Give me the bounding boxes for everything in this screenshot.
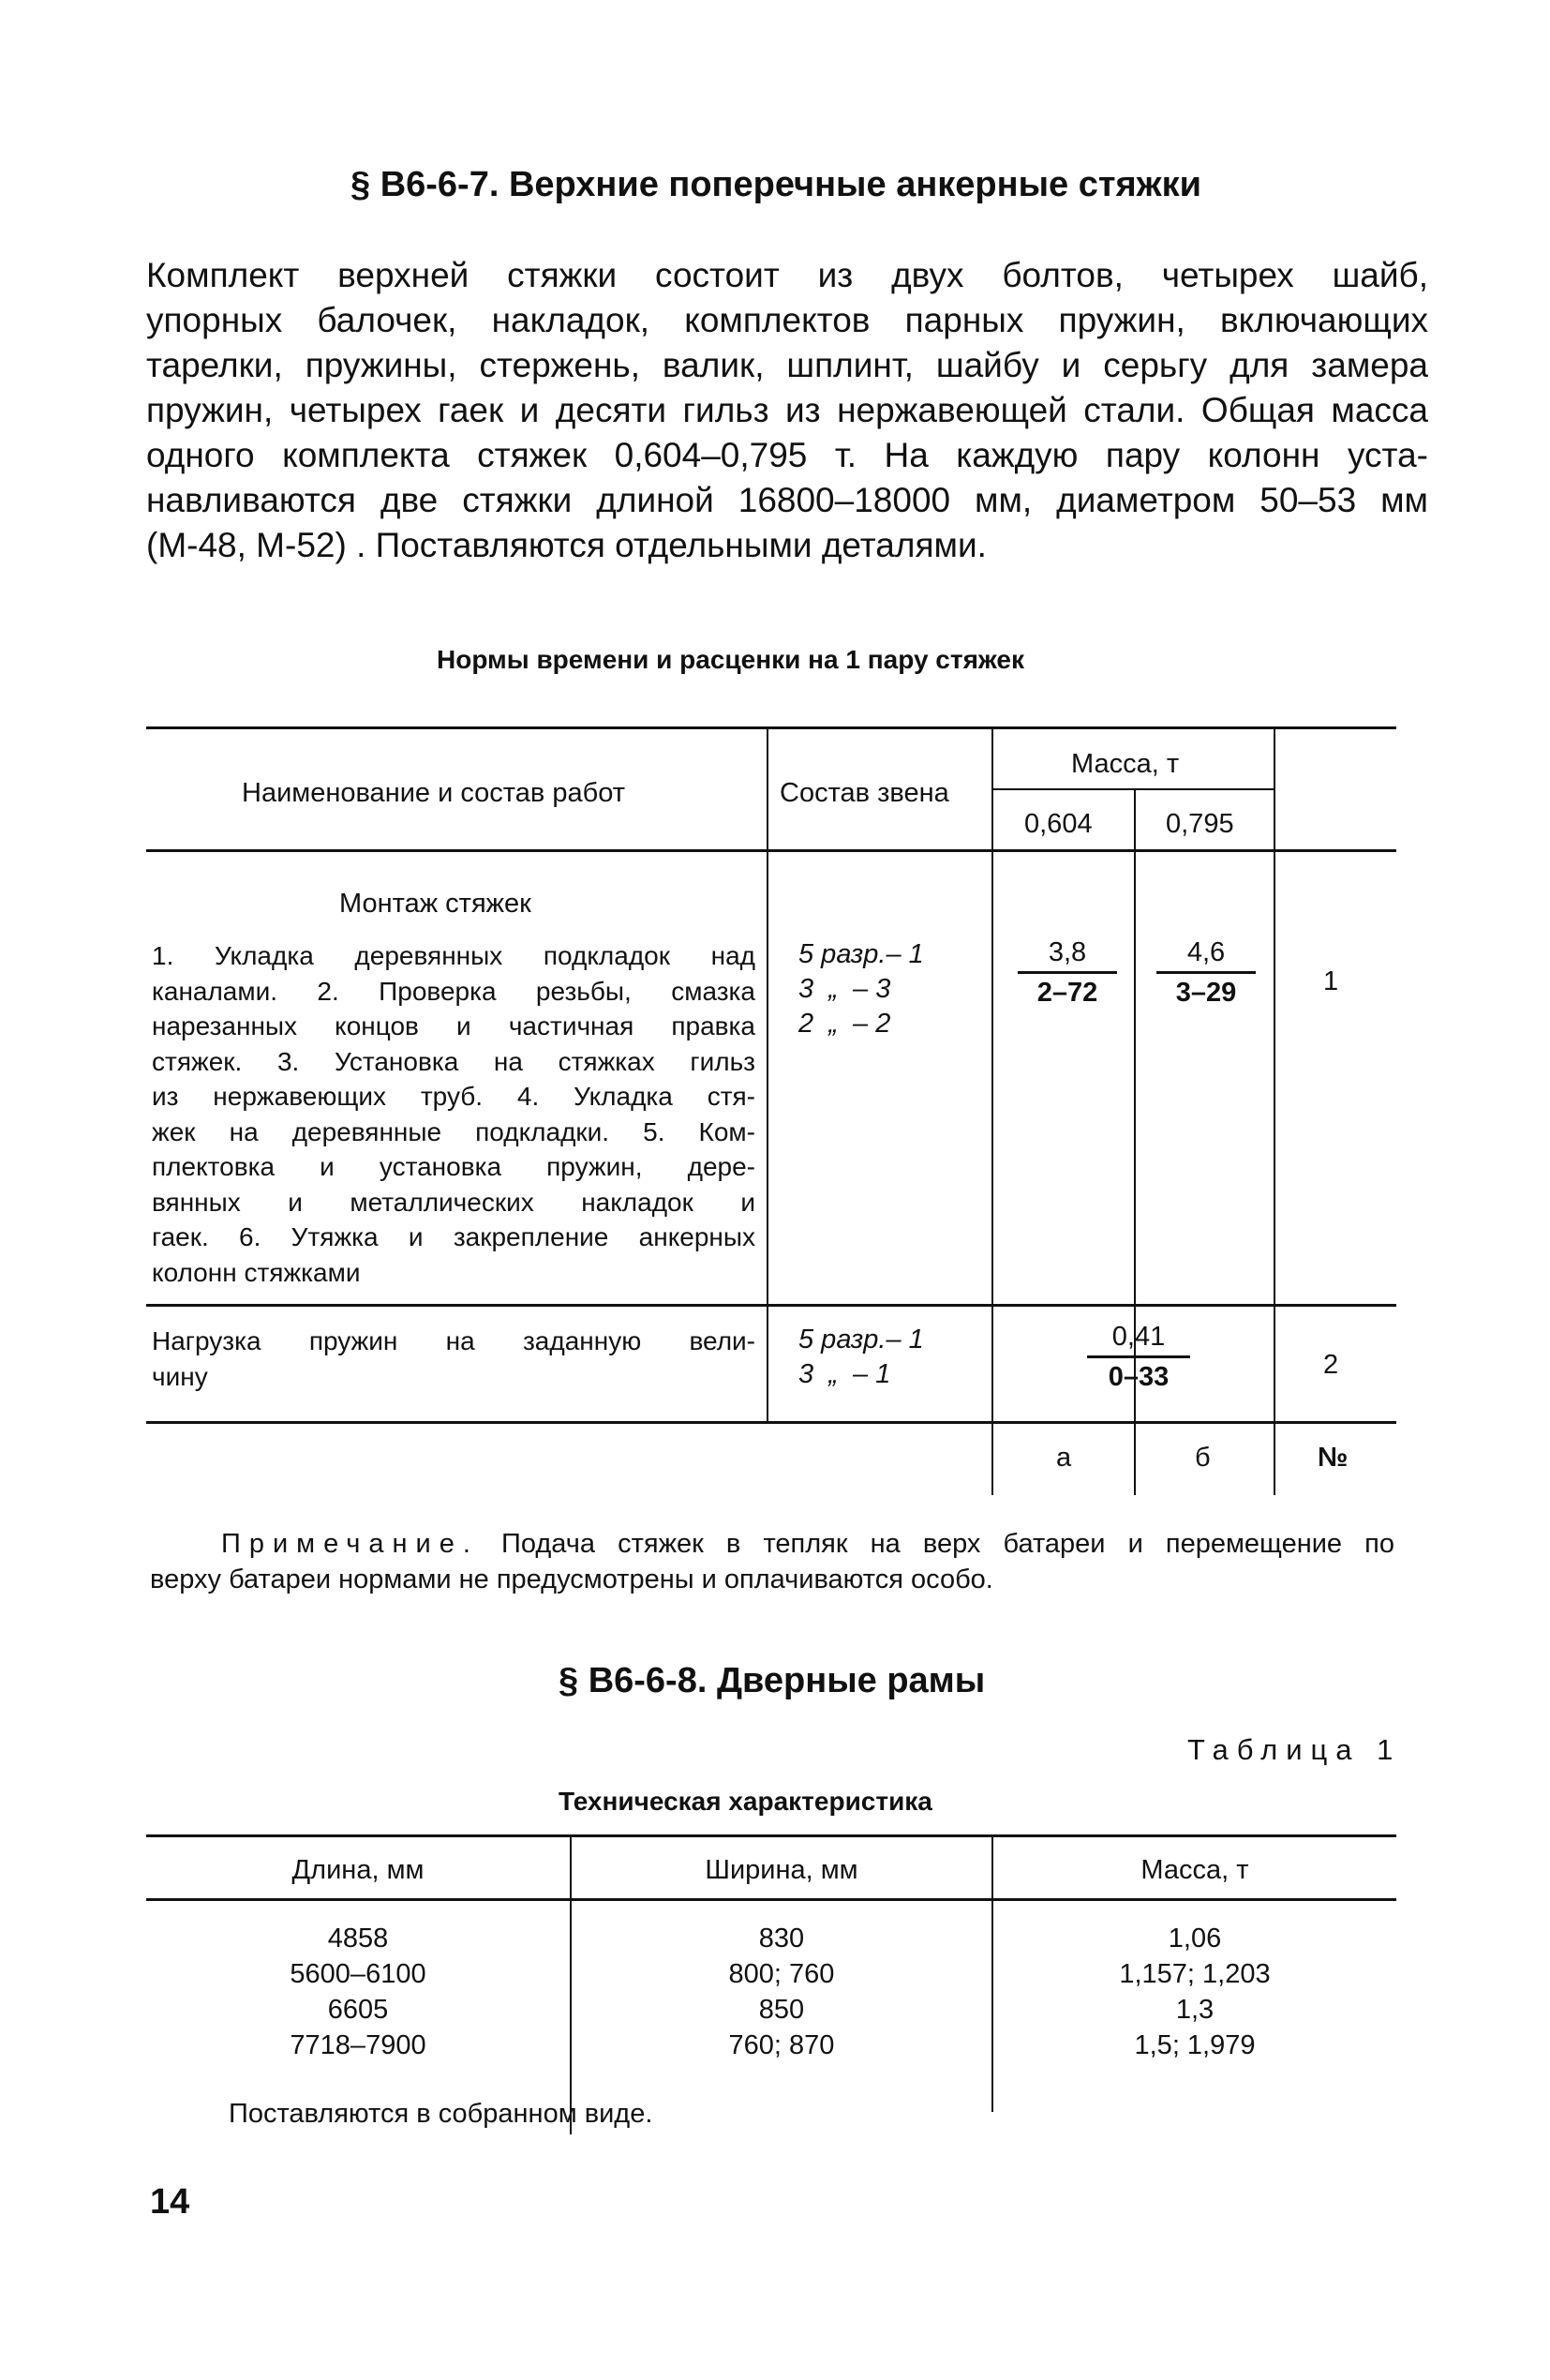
note-line: [221, 1526, 1394, 1562]
fraction-bar: [1087, 1355, 1190, 1358]
table-cell: 850: [758, 1995, 805, 2025]
footer-label-b: б: [1195, 1443, 1211, 1473]
paragraph-line: навливаются две стяжки длиной 16800–18000 мм, диаметром 50–53 мм: [146, 481, 1428, 519]
rate: 2–72: [1036, 978, 1098, 1008]
rate: 3–29: [1175, 978, 1237, 1008]
table-cell: 5600–6100: [290, 1959, 426, 1989]
table-caption: Нормы времени и расценки на 1 пару стяжек: [437, 645, 1024, 674]
work-line: гаек. 6. Утяжка и закрепление анкерных: [152, 1222, 755, 1251]
header-bottom-rule: [146, 849, 1396, 852]
note-text: верху батареи нормами не предусмотрены и оплачиваются особо.: [150, 1564, 993, 1594]
work-line: 1. Укладка деревянных подкладок над: [152, 941, 755, 970]
work-line: стяжек. 3. Установка на стяжках гильз: [152, 1046, 755, 1076]
row-crew: [798, 1323, 924, 1392]
table-cell: 800; 760: [728, 1959, 835, 1989]
table-top-rule: [146, 726, 1396, 729]
footer-label-no: №: [1318, 1443, 1349, 1473]
section-paragraph: [146, 253, 1428, 568]
column-divider: [991, 726, 993, 1495]
row-work-description: [152, 1324, 755, 1394]
header-mass: Масса, т: [1071, 749, 1180, 779]
table-caption: Техническая характеристика: [559, 1787, 932, 1816]
column-divider: [767, 726, 768, 1423]
rate-fraction-b: [1156, 936, 1256, 1010]
crew-line: 3 „ – 1: [798, 1359, 891, 1389]
table-cell: 7718–7900: [290, 2030, 426, 2060]
table-cell: 1,06: [1168, 1923, 1222, 1953]
note-line-2: [150, 1562, 993, 1597]
rate-fraction-ab: [1087, 1320, 1190, 1394]
column-length: [146, 1921, 570, 2063]
table-footnote: Поставляются в собранном виде.: [229, 2099, 653, 2129]
table-bottom-rule: [146, 1421, 1396, 1424]
paragraph-line: одного комплекта стяжек 0,604–0,795 т. На каждую пару колонн уста-: [146, 436, 1428, 474]
crew-line: 5 разр.– 1: [798, 939, 924, 969]
column-width: [572, 1921, 991, 2063]
group-title: Монтаж стяжек: [339, 889, 531, 919]
time-norm: 0,41: [1111, 1322, 1166, 1352]
table-cell: 4858: [327, 1923, 389, 1953]
header-crew: Состав звена: [780, 778, 949, 808]
table-label: Таблица 1: [1187, 1733, 1402, 1766]
footer-label-a: а: [1056, 1443, 1072, 1473]
work-line: вянных и металлических накладок и: [152, 1187, 755, 1217]
header-length: Длина, мм: [291, 1855, 425, 1885]
work-line: из нержавеющих труб. 4. Укладка стя-: [152, 1082, 755, 1111]
table-cell: 830: [758, 1923, 805, 1953]
table-cell: 1,157; 1,203: [1119, 1959, 1271, 1989]
header-width: Ширина, мм: [705, 1855, 858, 1885]
work-line: нарезанных концов и частичная правка: [152, 1011, 755, 1040]
crew-line: 5 разр.– 1: [798, 1325, 924, 1355]
note-line-1: [221, 1526, 1394, 1562]
row-crew: [798, 937, 924, 1041]
table-cell: 6605: [327, 1995, 389, 2025]
time-norm: 4,6: [1186, 937, 1226, 967]
note-label: Примечание.: [221, 1529, 479, 1559]
work-line: каналами. 2. Проверка резьбы, смазка: [152, 976, 755, 1006]
rate: 0–33: [1108, 1362, 1170, 1392]
header-bottom-rule: [146, 1898, 1396, 1901]
column-mass: [993, 1921, 1396, 2063]
page-number: 14: [150, 2182, 190, 2222]
paragraph-line: тарелки, пружины, стержень, валик, шплинт, шайбу и серьгу для замера: [146, 346, 1428, 384]
crew-line: 3 „ – 3: [798, 974, 891, 1004]
work-line: чину: [152, 1361, 208, 1391]
paragraph-line: пружин, четырех гаек и десяти гильз из нержавеющей стали. Общая масса: [146, 391, 1428, 429]
header-work: Наименование и состав работ: [242, 778, 625, 808]
work-line: жек на деревянные подкладки. 5. Ком-: [152, 1116, 755, 1146]
column-divider: [1274, 726, 1275, 1495]
row-divider: [146, 1304, 1396, 1307]
table-cell: 1,5; 1,979: [1134, 2030, 1256, 2060]
time-norm: 3,8: [1048, 937, 1087, 967]
work-line: колонн стяжками: [152, 1257, 361, 1287]
paragraph-line: Комплект верхней стяжки состоит из двух болтов, четырех шайб,: [146, 256, 1428, 294]
rate-fraction-a: [1018, 936, 1117, 1010]
table-top-rule: [146, 1834, 1396, 1837]
work-line: плектовка и установка пружин, дере-: [152, 1152, 755, 1181]
header-mass-a: 0,604: [1024, 809, 1093, 839]
row-work-description: [152, 938, 755, 1290]
work-line: Нагрузка пружин на заданную вели-: [152, 1326, 755, 1355]
header-mass-b: 0,795: [1166, 809, 1234, 839]
section-title: § В6-6-8. Дверные рамы: [559, 1661, 986, 1700]
row-number: 2: [1323, 1350, 1339, 1380]
crew-line: 2 „ – 2: [798, 1009, 891, 1039]
fraction-bar: [1018, 971, 1117, 974]
note-text: Подача стяжек в тепляк на верх батареи и перемещение по: [501, 1529, 1394, 1559]
fraction-bar: [1156, 971, 1256, 974]
paragraph-line: упорных балочек, накладок, комплектов парных пружин, включающих: [146, 301, 1428, 339]
row-number: 1: [1323, 966, 1339, 996]
section-title: § В6-6-7. Верхние поперечные анкерные стяжки: [350, 165, 1201, 204]
table-cell: 760; 870: [728, 2030, 835, 2060]
table-cell: 1,3: [1175, 1995, 1215, 2025]
paragraph-line: (М-48, М-52) . Поставляются отдельными деталями.: [146, 526, 987, 564]
header-mass: Масса, т: [1140, 1855, 1249, 1885]
